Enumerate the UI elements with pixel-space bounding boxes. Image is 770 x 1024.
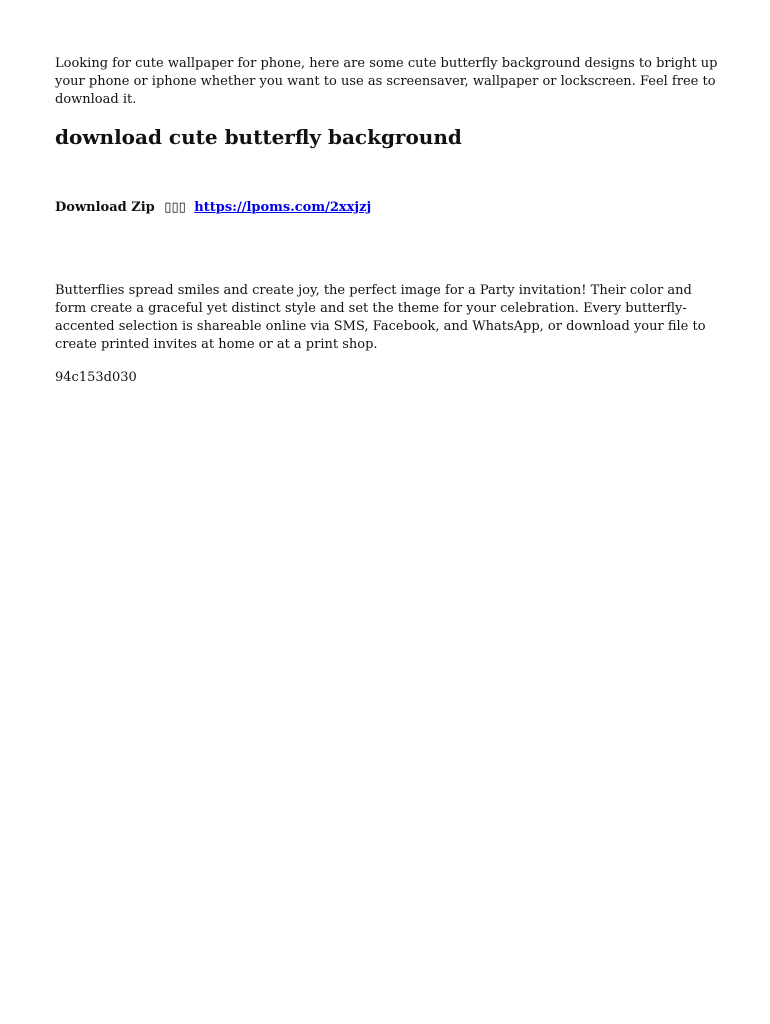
code-text: 94c153d030 xyxy=(55,370,137,385)
intro-paragraph: Looking for cute wallpaper for phone, here are some cute butterfly background designs to bright up your phone or iphone whether you want to use as screensaver, wallpaper or lockscreen. Feel free to download it. xyxy=(55,56,718,107)
document-page xyxy=(55,55,720,387)
placeholder-glyphs: ▯▯▯ xyxy=(164,200,186,215)
download-link[interactable]: https://lpoms.com/2xxjzj xyxy=(194,200,372,215)
download-zip-label: Download Zip xyxy=(55,200,155,215)
page-title: download cute butterfly background xyxy=(55,125,462,149)
body-paragraph: Butterflies spread smiles and create joy, the perfect image for a Party invitation! Their color and form create a graceful yet distinct style and set the theme for your celebration. Every butterfly-accented selection is shareable online via SMS, Facebook, and WhatsApp, or download your file to create printed invites at home or at a print shop. xyxy=(55,283,706,352)
download-line xyxy=(55,199,720,217)
